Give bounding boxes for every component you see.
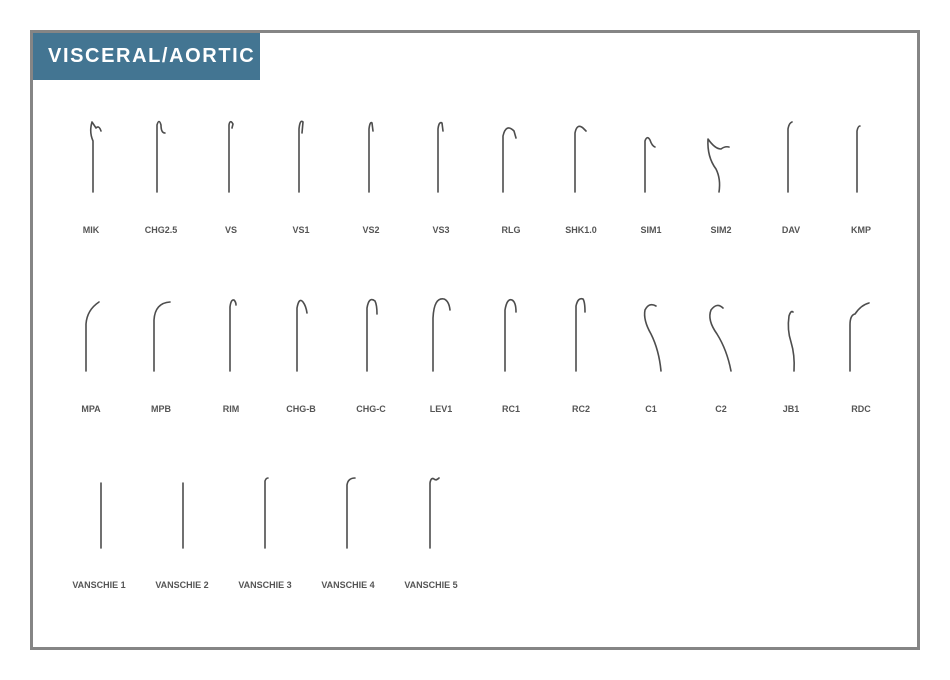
catheter-vs1[interactable] <box>271 111 331 261</box>
catheter-vs-icon <box>201 111 261 221</box>
catheter-vanschie-3-icon <box>231 467 299 577</box>
catheter-dav[interactable] <box>761 111 821 261</box>
catheter-vanschie-1-icon <box>65 467 133 577</box>
catheter-label: VANSCHIE 5 <box>404 580 458 590</box>
catheter-vanschie-2-icon <box>148 467 216 577</box>
catheter-label: CHG-C <box>356 404 386 414</box>
catheter-chg-c-icon <box>341 290 401 400</box>
catheter-shk1-0[interactable] <box>551 111 611 261</box>
catheter-vs2-icon <box>341 111 401 221</box>
catheter-sim2-icon <box>691 111 751 221</box>
catheter-vanschie-3[interactable] <box>231 467 299 617</box>
catheter-label: MPA <box>81 404 101 414</box>
catheter-label: MPB <box>151 404 171 414</box>
catheter-mik-icon <box>61 111 121 221</box>
catheter-rim[interactable] <box>201 290 261 440</box>
catheter-mpa[interactable] <box>61 290 121 440</box>
catheter-label: C2 <box>715 404 727 414</box>
catheter-vanschie-2[interactable] <box>148 467 216 617</box>
catheter-vanschie-5[interactable] <box>397 467 465 617</box>
catheter-sim1[interactable] <box>621 111 681 261</box>
catheter-mpb[interactable] <box>131 290 191 440</box>
catheter-label: VANSCHIE 4 <box>321 580 375 590</box>
catheter-dav-icon <box>761 111 821 221</box>
catheter-kmp[interactable] <box>831 111 891 261</box>
catheter-mpb-icon <box>131 290 191 400</box>
catheter-label: RIM <box>222 404 240 414</box>
catheter-chg2-5-icon <box>131 111 191 221</box>
catheter-sim2[interactable] <box>691 111 751 261</box>
catheter-label: SHK1.0 <box>565 225 597 235</box>
catheter-lev1[interactable] <box>411 290 471 440</box>
catheter-rdc-icon <box>831 290 891 400</box>
catheter-rc2-icon <box>551 290 611 400</box>
catheter-sim1-icon <box>621 111 681 221</box>
catheter-mik[interactable] <box>61 111 121 261</box>
catheter-label: VANSCHIE 1 <box>72 580 126 590</box>
catheter-label: VANSCHIE 2 <box>155 580 209 590</box>
catheter-label: VS3 <box>432 225 450 235</box>
catheter-rlg-icon <box>481 111 541 221</box>
catheter-jb1-icon <box>761 290 821 400</box>
catheter-rlg[interactable] <box>481 111 541 261</box>
catheter-mpa-icon <box>61 290 121 400</box>
catheter-vs2[interactable] <box>341 111 401 261</box>
catheter-vs1-icon <box>271 111 331 221</box>
catheter-shk1-0-icon <box>551 111 611 221</box>
catheter-jb1[interactable] <box>761 290 821 440</box>
catheter-label: VS1 <box>292 225 310 235</box>
catheter-vanschie-4[interactable] <box>314 467 382 617</box>
catheter-vs[interactable] <box>201 111 261 261</box>
catheter-label: C1 <box>645 404 657 414</box>
catheter-label: MIK <box>82 225 100 235</box>
section-title: VISCERAL/AORTIC <box>33 33 260 80</box>
catheter-rc1[interactable] <box>481 290 541 440</box>
catheter-panel <box>30 30 920 650</box>
catheter-label: VS <box>224 225 237 235</box>
catheter-label: VS2 <box>362 225 380 235</box>
catheter-vanschie-1[interactable] <box>65 467 133 617</box>
catheter-lev1-icon <box>411 290 471 400</box>
catheter-rdc[interactable] <box>831 290 891 440</box>
catheter-label: RDC <box>851 404 871 414</box>
catheter-vs3-icon <box>411 111 471 221</box>
catheter-label: CHG-B <box>286 404 316 414</box>
catheter-chg-c[interactable] <box>341 290 401 440</box>
catheter-rim-icon <box>201 290 261 400</box>
catheter-label: SIM2 <box>710 225 732 235</box>
catheter-rc2[interactable] <box>551 290 611 440</box>
catheter-label: SIM1 <box>640 225 662 235</box>
catheter-vanschie-4-icon <box>314 467 382 577</box>
catheter-label: LEV1 <box>429 404 453 414</box>
catheter-label: VANSCHIE 3 <box>238 580 292 590</box>
catheter-chg2-5[interactable] <box>131 111 191 261</box>
catheter-label: CHG2.5 <box>144 225 178 235</box>
catheter-rc1-icon <box>481 290 541 400</box>
catheter-label: RLG <box>501 225 521 235</box>
catheter-label: JB1 <box>782 404 800 414</box>
catheter-chg-b[interactable] <box>271 290 331 440</box>
catheter-label: RC1 <box>501 404 520 414</box>
catheter-label: RC2 <box>571 404 590 414</box>
catheter-c2-icon <box>691 290 751 400</box>
catheter-c2[interactable] <box>691 290 751 440</box>
catheter-kmp-icon <box>831 111 891 221</box>
catheter-vs3[interactable] <box>411 111 471 261</box>
catheter-label: DAV <box>781 225 801 235</box>
catheter-chg-b-icon <box>271 290 331 400</box>
catheter-vanschie-5-icon <box>397 467 465 577</box>
catheter-c1-icon <box>621 290 681 400</box>
catheter-label: KMP <box>851 225 871 235</box>
catheter-c1[interactable] <box>621 290 681 440</box>
